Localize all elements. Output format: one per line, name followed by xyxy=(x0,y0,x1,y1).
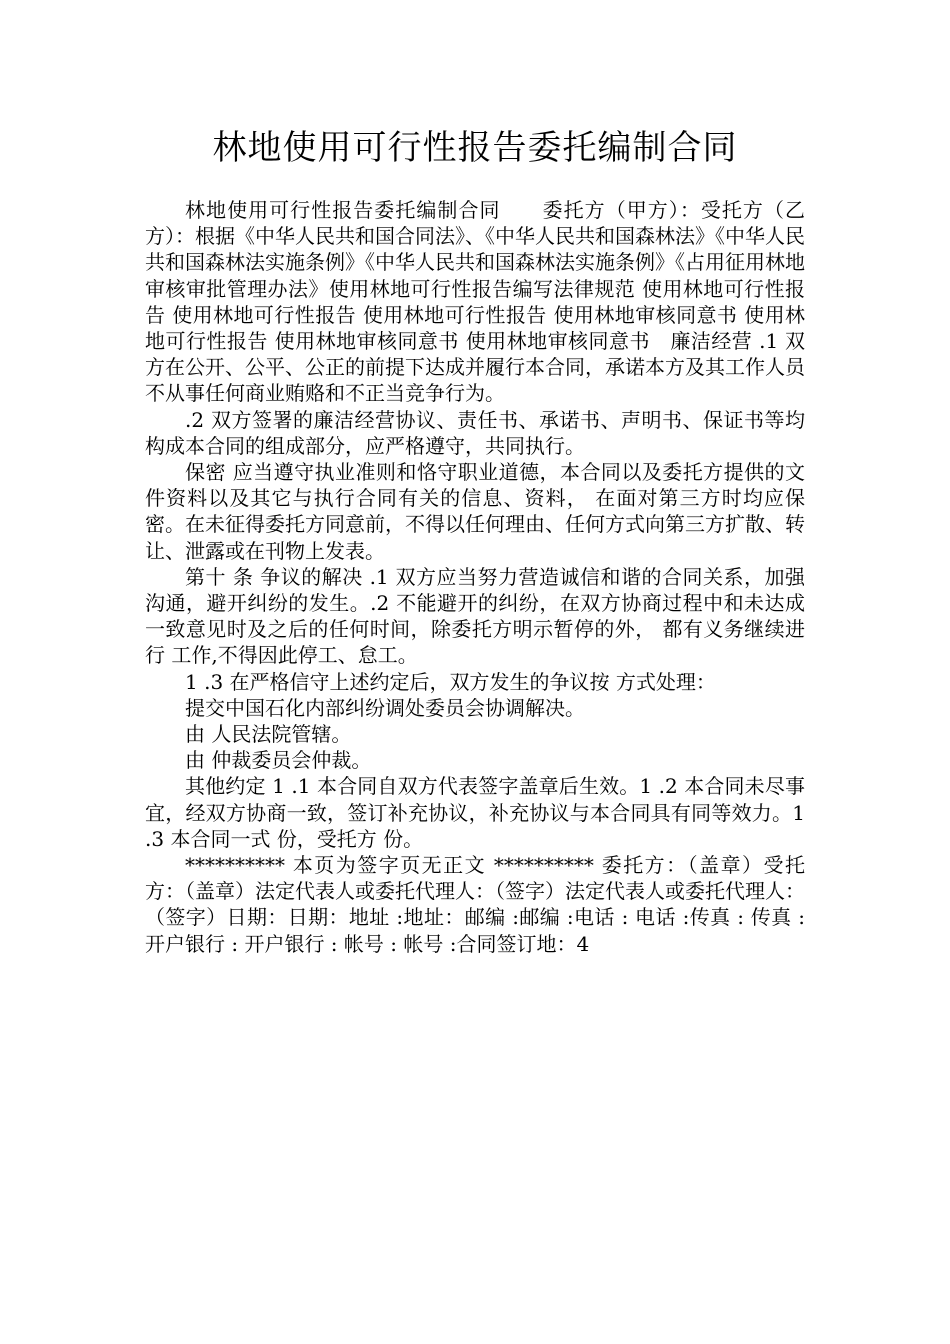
paragraph-intro: 林地使用可行性报告委托编制合同 委托方（甲方）：受托方（乙方）：根据《中华人民共和国合同法》、《中华人民共和国森林法》《中华人民共和国森林法实施条例》《中华人民共和国森林法实施条例》《占用征用林地审核审批管理办法》使用林地可行性报告编写法律规范 使用林地可行性报告 使用林地可行性报告 使用林地可行性报告 使用林地审核同意书 使用林地可行性报告 使用林地审核同意书 使用林地审核同意书 廉洁经营 .1 双方在公开、公平、公正的前提下达成并履行本合同，承诺本方及其工作人员不从事任何商业贿赂和不正当竞争行为。 xyxy=(145,198,805,406)
document-body xyxy=(145,197,805,957)
paragraph-option-court: 由 人民法院管辖。 xyxy=(185,722,352,747)
paragraph-integrity-2: .2 双方签署的廉洁经营协议、责任书、承诺书、声明书、保证书等均构成本合同的组成部分，应严格遵守，共同执行。 xyxy=(145,407,805,458)
paragraph-signature-block: ********** 本页为签字页无正文 ********** 委托方：（盖章）受托方：（盖章）法定代表人或委托代理人：（签字）法定代表人或委托代理人：（签字）日期：日期：地址 :地址：邮编 :邮编 :电话 : 电话 :传真 : 传真 :开户银行 : 开户银行 : 帐号 : 帐号 :合同签订地：4 xyxy=(145,853,805,956)
paragraph-other-terms: 其他约定 1 .1 本合同自双方代表签字盖章后生效。1 .2 本合同未尽事宜，经双方协商一致，签订补充协议，补充协议与本合同具有同等效力。1 .3 本合同一式 份，受托方 份。 xyxy=(145,774,805,851)
document-title: 林地使用可行性报告委托编制合同 xyxy=(212,128,738,168)
paragraph-dispute-method: 1 .3 在严格信守上述约定后，双方发生的争议按 方式处理： xyxy=(185,669,716,694)
paragraph-confidentiality: 保密 应当遵守执业准则和恪守职业道德，本合同以及委托方提供的文件资料以及其它与执行合同有关的信息、资料， 在面对第三方时均应保密。在未征得委托方同意前，不得以任何理由、任何方式向第三方扩散、转让、泄露或在刊物上发表。 xyxy=(145,460,805,563)
paragraph-option-committee: 提交中国石化内部纠纷调处委员会协调解决。 xyxy=(185,695,585,720)
paragraph-option-arbitration: 由 仲裁委员会仲裁。 xyxy=(185,748,372,773)
paragraph-dispute: 第十 条 争议的解决 .1 双方应当努力营造诚信和谐的合同关系，加强沟通，避开纠纷的发生。.2 不能避开的纠纷，在双方协商过程中和未达成一致意见时及之后的任何时间，除委托方明示暂停的外， 都有义务继续进行 工作,不得因此停工、怠工。 xyxy=(145,564,805,668)
